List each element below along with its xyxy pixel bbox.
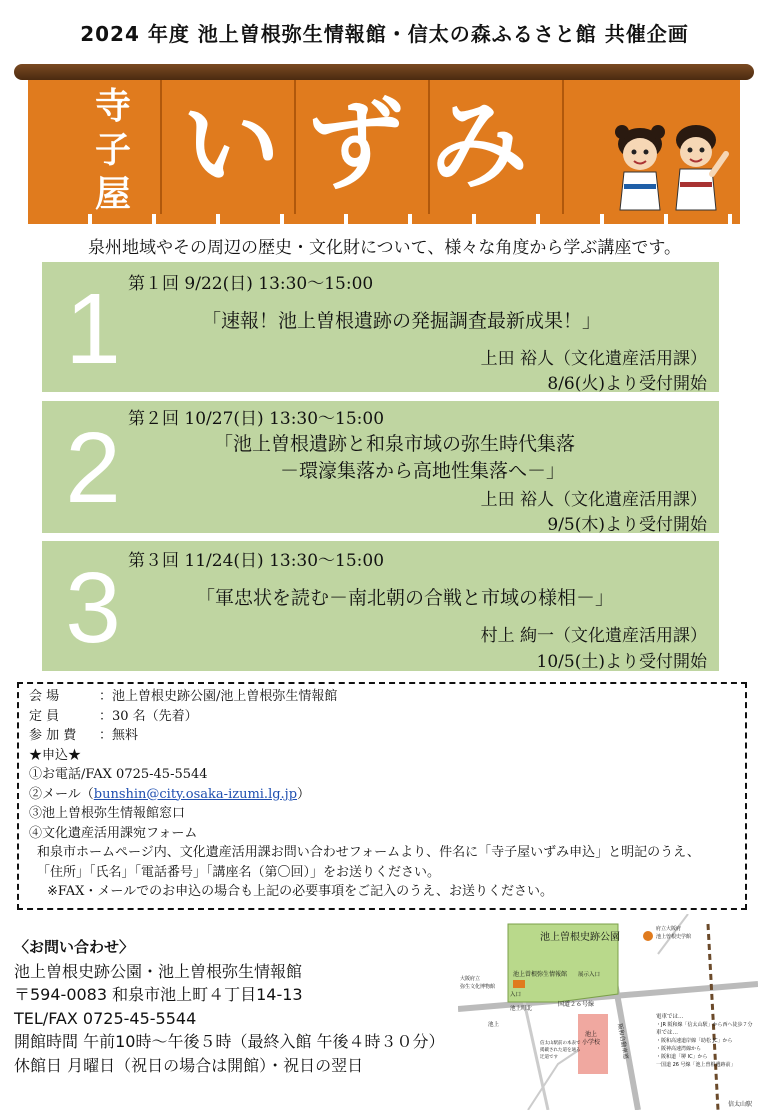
lecture-accept-date: 8/6(火)より受付開始 xyxy=(547,374,707,394)
lecture-accept-date: 10/5(土)より受付開始 xyxy=(536,652,707,672)
map-entrance-label: 入口 xyxy=(510,992,522,998)
map-museum-marker xyxy=(643,931,653,941)
lecture-card xyxy=(42,541,719,671)
apply-mail-suffix: ） xyxy=(297,786,311,802)
form-note: 「住所」「氏名」「電話番号」「講座名（第〇回）」をお送りください。 xyxy=(37,864,441,880)
map-bus-note: 迂道です xyxy=(540,1055,558,1060)
map-info-hall-label: 池上曽根弥生情報館 xyxy=(513,971,568,978)
map-school-label: 小学校 xyxy=(582,1039,601,1046)
fee-label: 参 加 費 xyxy=(29,728,77,743)
mascot-characters-illustration xyxy=(604,114,734,224)
map-access-line: ・阪和道「堺 IC」から xyxy=(656,1054,708,1060)
lecture-speaker: 村上 絢一（文化遺産活用課） xyxy=(480,626,707,646)
fee-value: ：無料 xyxy=(99,728,139,743)
apply-form: ④文化遺産活用課宛フォーム xyxy=(29,825,198,841)
map-parking-entrance-label: 展示入口 xyxy=(578,972,601,978)
map-school-label: 池上 xyxy=(585,1031,598,1038)
map-access-line: ・JR 阪和線「信太山駅」から西へ徒歩７分 xyxy=(656,1022,753,1028)
apply-heading: ★申込★ xyxy=(29,747,82,763)
contact-tel: TEL/FAX 0725-45-5544 xyxy=(14,1008,197,1028)
banner-small-char: 子 xyxy=(94,129,131,171)
map-north-museum-label: 府立大阪府 xyxy=(656,926,682,932)
lecture-title: 「軍忠状を読む－南北朝の合戦と市域の様相－」 xyxy=(196,587,615,609)
lecture-number: 2 xyxy=(65,412,121,524)
map-north-museum-label: 池上曽根史学館 xyxy=(656,934,692,940)
lecture-card xyxy=(42,401,719,533)
apply-window: ③池上曽根弥生情報館窓口 xyxy=(29,806,186,821)
application-info-box xyxy=(17,682,747,910)
capacity-row xyxy=(29,707,735,727)
map-park-label: 池上曽根史跡公園 xyxy=(540,932,620,943)
venue-value: ：池上曽根史跡公園/池上曽根弥生情報館 xyxy=(99,689,338,704)
apply-mail-row xyxy=(29,785,735,805)
banner-small-char: 寺 xyxy=(94,85,131,127)
banner-split xyxy=(160,74,162,224)
banner-rod xyxy=(14,64,754,80)
map-access-line: ・阪神高速湾線から xyxy=(656,1046,702,1052)
apply-mail-link[interactable]: bunshin@city.osaka-izumi.lg.jp xyxy=(93,786,298,802)
map-osaka-museum-label: 大阪府立 xyxy=(460,976,481,982)
lecture-date: 第３回 11/24(日) 13:30～15:00 xyxy=(128,551,385,571)
lecture-accept-date: 9/5(木)より受付開始 xyxy=(547,515,707,535)
venue-label: 会 場 xyxy=(29,689,60,704)
fax-mail-note: ※FAX・メールでのお申込の場合も上記の必要事項をご記入のうえ、お送りください。 xyxy=(47,884,553,899)
apply-mail-prefix: ②メール（ xyxy=(29,786,94,802)
venue-row xyxy=(29,687,735,707)
capacity-label: 定 員 xyxy=(29,708,60,724)
access-map xyxy=(458,914,758,1110)
contact-title: 〈お問い合わせ〉 xyxy=(14,938,135,956)
lecture-date: 第２回 10/27(日) 13:30～15:00 xyxy=(128,409,385,429)
map-bus-note: 掲載された道を通る xyxy=(540,1048,581,1053)
contact-closed: 休館日 月曜日（祝日の場合は開館）・祝日の翌日 xyxy=(14,1055,364,1075)
map-town-label: 池上町北 xyxy=(510,1006,533,1012)
lecture-title: 「速報！池上曽根遺跡の発掘調査最新成果！」 xyxy=(202,310,602,332)
lecture-card xyxy=(42,262,719,392)
map-info-hall-marker xyxy=(513,980,525,988)
map-bus-note: 信太山駅前の本表で xyxy=(540,1041,581,1046)
map-ikegami-label: 池上 xyxy=(488,1022,500,1028)
lecture-speaker: 上田 裕人（文化遺産活用課） xyxy=(480,349,707,369)
map-station-label: 信太山駅 xyxy=(728,1101,753,1108)
capacity-value: ：30 名（先着） xyxy=(99,708,198,724)
apply-phone: ①お電話/FAX 0725-45-5544 xyxy=(29,767,208,782)
banner-small-char: 屋 xyxy=(94,173,131,215)
intro-text: 泉州地域やその周辺の歴史・文化財について、様々な角度から学ぶ講座です。 xyxy=(88,238,681,258)
contact-address: 〒594-0083 和泉市池上町４丁目14-13 xyxy=(14,985,303,1004)
lecture-title: 「池上曽根遺跡と和泉市域の弥生時代集落 xyxy=(214,433,576,455)
map-access-line: 一国道 26 号線「池上曽根遺跡前」 xyxy=(656,1062,736,1068)
noren-banner xyxy=(14,64,754,224)
map-access-line: ・阪和高速道岸線「助松 JC」から xyxy=(656,1038,733,1044)
lecture-number: 3 xyxy=(65,552,121,664)
lecture-title: －環濠集落から高地性集落へ－」 xyxy=(280,460,566,482)
contact-name: 池上曽根史跡公園・池上曽根弥生情報館 xyxy=(14,961,303,981)
form-note: 和泉市ホームページ内、文化遺産活用課お問い合わせフォームより、件名に「寺子屋いずみ申込」と明記のうえ、 xyxy=(37,845,700,860)
contact-section xyxy=(14,936,484,1077)
map-route-label: 国道２６号線 xyxy=(558,1001,595,1008)
map-hanwa-label: 阪和自動車道 xyxy=(616,1023,630,1060)
lecture-speaker: 上田 裕人（文化遺産活用課） xyxy=(480,490,707,510)
map-access-line: 電車では… xyxy=(656,1014,684,1020)
fee-row xyxy=(29,726,735,746)
banner-main-title: いずみ xyxy=(182,88,555,203)
lecture-date: 第１回 9/22(日) 13:30～15:00 xyxy=(128,274,374,294)
page-header: 2024 年度 池上曽根弥生情報館・信太の森ふるさと館 共催企画 xyxy=(80,22,689,46)
banner-small-title xyxy=(90,84,136,216)
lecture-number: 1 xyxy=(65,273,121,385)
contact-hours: 開館時間 午前10時～午後５時（最終入館 午後４時３０分） xyxy=(14,1032,445,1051)
map-osaka-museum-label: 弥生文化博物館 xyxy=(460,984,496,990)
map-access-line: 車では… xyxy=(656,1030,679,1036)
